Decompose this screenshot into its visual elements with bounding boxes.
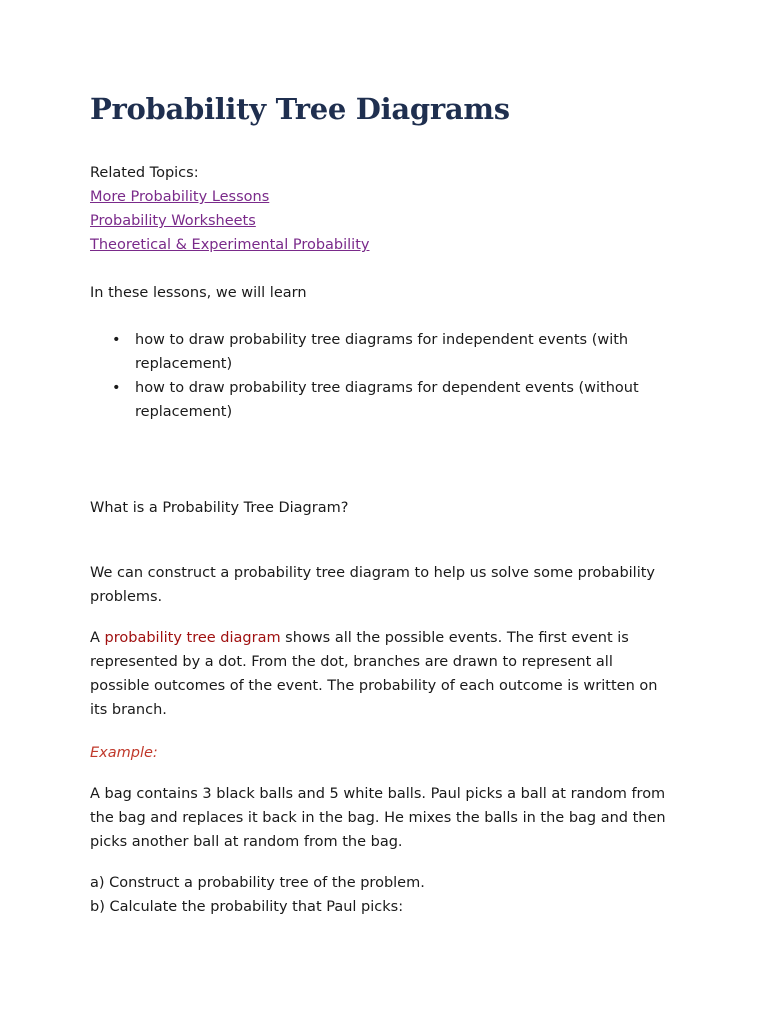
page-title: Probability Tree Diagrams xyxy=(90,92,510,126)
link-more-probability-lessons[interactable]: More Probability Lessons xyxy=(90,189,270,205)
link-probability-worksheets[interactable]: Probability Worksheets xyxy=(90,213,256,229)
paragraph-line: A bag contains 3 black balls and 5 white balls. Paul picks a ball at random from xyxy=(90,786,666,802)
learning-objectives-list xyxy=(90,328,650,424)
paragraph-definition xyxy=(90,626,690,722)
paragraph-example-problem xyxy=(90,782,690,854)
objective-line: replacement) xyxy=(135,356,233,372)
objective-item-dependent xyxy=(90,376,650,424)
question-b: b) Calculate the probability that Paul picks: xyxy=(90,899,404,915)
intro-text: In these lessons, we will learn xyxy=(90,285,307,301)
link-theoretical-experimental-probability[interactable]: Theoretical & Experimental Probability xyxy=(90,237,370,253)
paragraph-line: problems. xyxy=(90,589,163,605)
paragraph-prefix: A xyxy=(90,630,105,646)
paragraph-line: possible outcomes of the event. The probability of each outcome is written on xyxy=(90,678,658,694)
related-link-item xyxy=(90,185,369,209)
related-links-list xyxy=(90,185,369,257)
related-link-item xyxy=(90,233,369,257)
paragraph-line: represented by a dot. From the dot, branches are drawn to represent all xyxy=(90,654,613,670)
objective-line: how to draw probability tree diagrams for dependent events (without xyxy=(135,380,639,396)
related-link-item xyxy=(90,209,369,233)
paragraph-construct xyxy=(90,561,690,609)
bullet-glyph: • xyxy=(112,332,121,348)
bullet-glyph: • xyxy=(112,380,121,396)
paragraph-line: shows all the possible events. The first event is xyxy=(280,630,629,646)
paragraph-line: its branch. xyxy=(90,702,167,718)
section-heading: What is a Probability Tree Diagram? xyxy=(90,500,349,516)
paragraph-line: the bag and replaces it back in the bag. He mixes the balls in the bag and then xyxy=(90,810,666,826)
objective-line: replacement) xyxy=(135,404,233,420)
objective-line: how to draw probability tree diagrams for independent events (with xyxy=(135,332,629,348)
question-a: a) Construct a probability tree of the problem. xyxy=(90,875,425,891)
objective-item-independent xyxy=(90,328,650,376)
highlighted-term: probability tree diagram xyxy=(104,630,281,646)
paragraph-line: We can construct a probability tree diagram to help us solve some probability xyxy=(90,565,655,581)
paragraph-line: picks another ball at random from the bag. xyxy=(90,834,403,850)
example-label: Example: xyxy=(90,745,158,761)
related-topics-label: Related Topics: xyxy=(90,165,199,181)
